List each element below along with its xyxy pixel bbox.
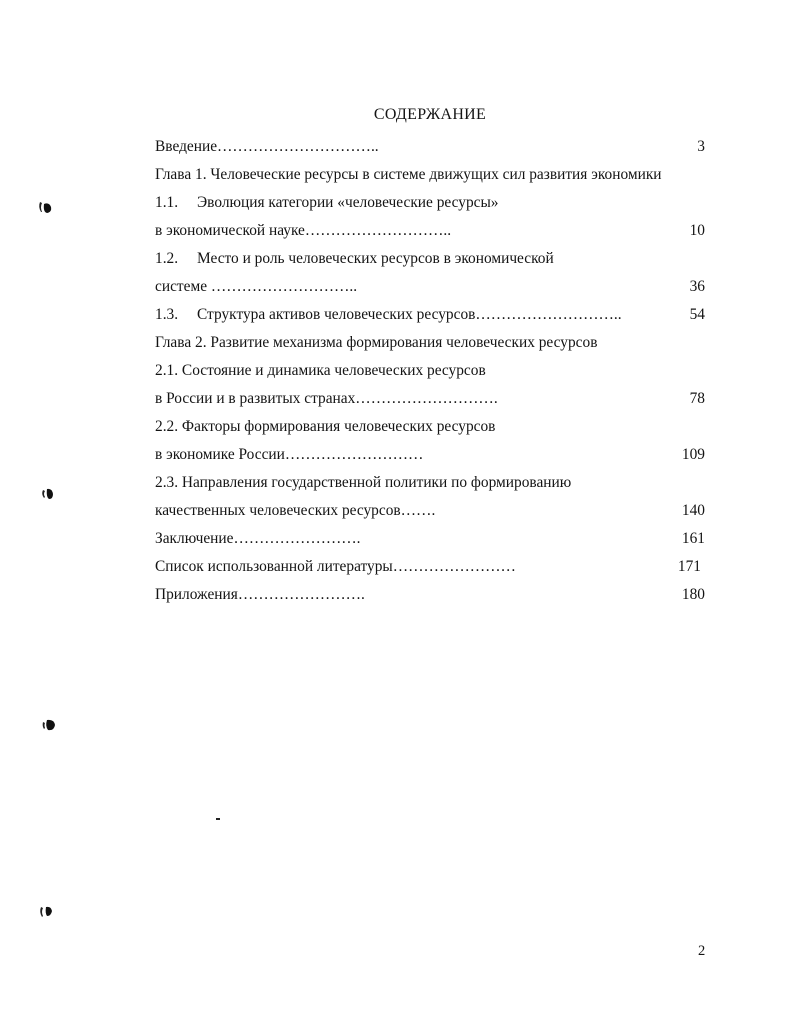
toc-entry-text: Заключение……………………. (155, 530, 361, 547)
toc-entry-text: Эволюция категории «человеческие ресурсы» (197, 194, 499, 211)
toc-entry-appendices (155, 581, 705, 609)
binder-hole-mark (36, 198, 56, 218)
toc-entry-text: в экономике России……………………… (155, 446, 424, 463)
toc-entry-text: в России и в развитых странах………………………. (155, 390, 498, 407)
toc-entry-text: системе ……………………….. (155, 278, 358, 295)
toc-entry-section-2-2-cont (155, 441, 705, 469)
toc-entry-section-1-2 (155, 245, 705, 273)
toc-entry-section-2-1 (155, 357, 705, 385)
toc-entry-bibliography (155, 553, 705, 581)
toc-entry-text: Место и роль человеческих ресурсов в экономической (197, 250, 554, 267)
toc-entry-text: 2.2. Факторы формирования человеческих ресурсов (155, 418, 496, 435)
toc-entry-section-2-1-cont (155, 385, 705, 413)
toc-entry-page: 3 (697, 138, 705, 155)
toc-section-number: 1.2. (155, 250, 179, 267)
toc-entry-conclusion (155, 525, 705, 553)
toc-entry-text: Глава 1. Человеческие ресурсы в системе движущих сил развития экономики (155, 166, 662, 183)
toc-entry-text: Глава 2. Развитие механизма формирования человеческих ресурсов (155, 334, 598, 351)
toc-entry-page: 140 (681, 502, 705, 519)
toc-entry-text: качественных человеческих ресурсов……. (155, 502, 436, 519)
toc-entry-chapter-2 (155, 329, 705, 357)
toc-entry-introduction (155, 133, 705, 161)
toc-entry-section-1-3 (155, 301, 705, 329)
toc-entry-page: 10 (689, 222, 705, 239)
toc-entry-section-1-1-cont (155, 217, 705, 245)
toc-entry-text: Список использованной литературы…………………… (155, 558, 516, 575)
toc-entry-chapter-1 (155, 161, 705, 189)
binder-hole-mark (40, 716, 60, 734)
toc-entry-page: 161 (681, 530, 705, 547)
toc-entry-text: Структура активов человеческих ресурсов……………………….. (197, 306, 622, 323)
toc-entry-page: 180 (681, 586, 705, 603)
toc-entry-text: Приложения……………………. (155, 586, 365, 603)
toc-entry-section-1-2-cont (155, 273, 705, 301)
page-number: 2 (698, 943, 706, 959)
toc-entry-section-2-2 (155, 413, 705, 441)
binder-hole-mark (38, 902, 58, 922)
toc-entry-page: 54 (689, 306, 705, 323)
toc-entry-text: Введение………………………….. (155, 138, 379, 155)
toc-entry-text: 2.1. Состояние и динамика человеческих ресурсов (155, 362, 486, 379)
toc-entry-text: 2.3. Направления государственной политики по формированию (155, 474, 572, 491)
toc-entry-section-2-3 (155, 469, 705, 497)
toc-section-number: 1.3. (155, 306, 179, 323)
toc-entry-page: 109 (681, 446, 705, 463)
toc-entry-section-2-3-cont (155, 497, 705, 525)
toc-entry-page: 36 (689, 278, 705, 295)
table-of-contents (155, 133, 705, 609)
toc-entry-text: в экономической науке……………………….. (155, 222, 452, 239)
toc-entry-page: 78 (689, 390, 705, 407)
speck-mark (214, 816, 222, 822)
page-title: СОДЕРЖАНИЕ (373, 106, 487, 123)
toc-entry-page: 171 (677, 558, 701, 575)
toc-section-number: 1.1. (155, 194, 179, 211)
binder-hole-mark (40, 485, 58, 503)
toc-entry-section-1-1 (155, 189, 705, 217)
